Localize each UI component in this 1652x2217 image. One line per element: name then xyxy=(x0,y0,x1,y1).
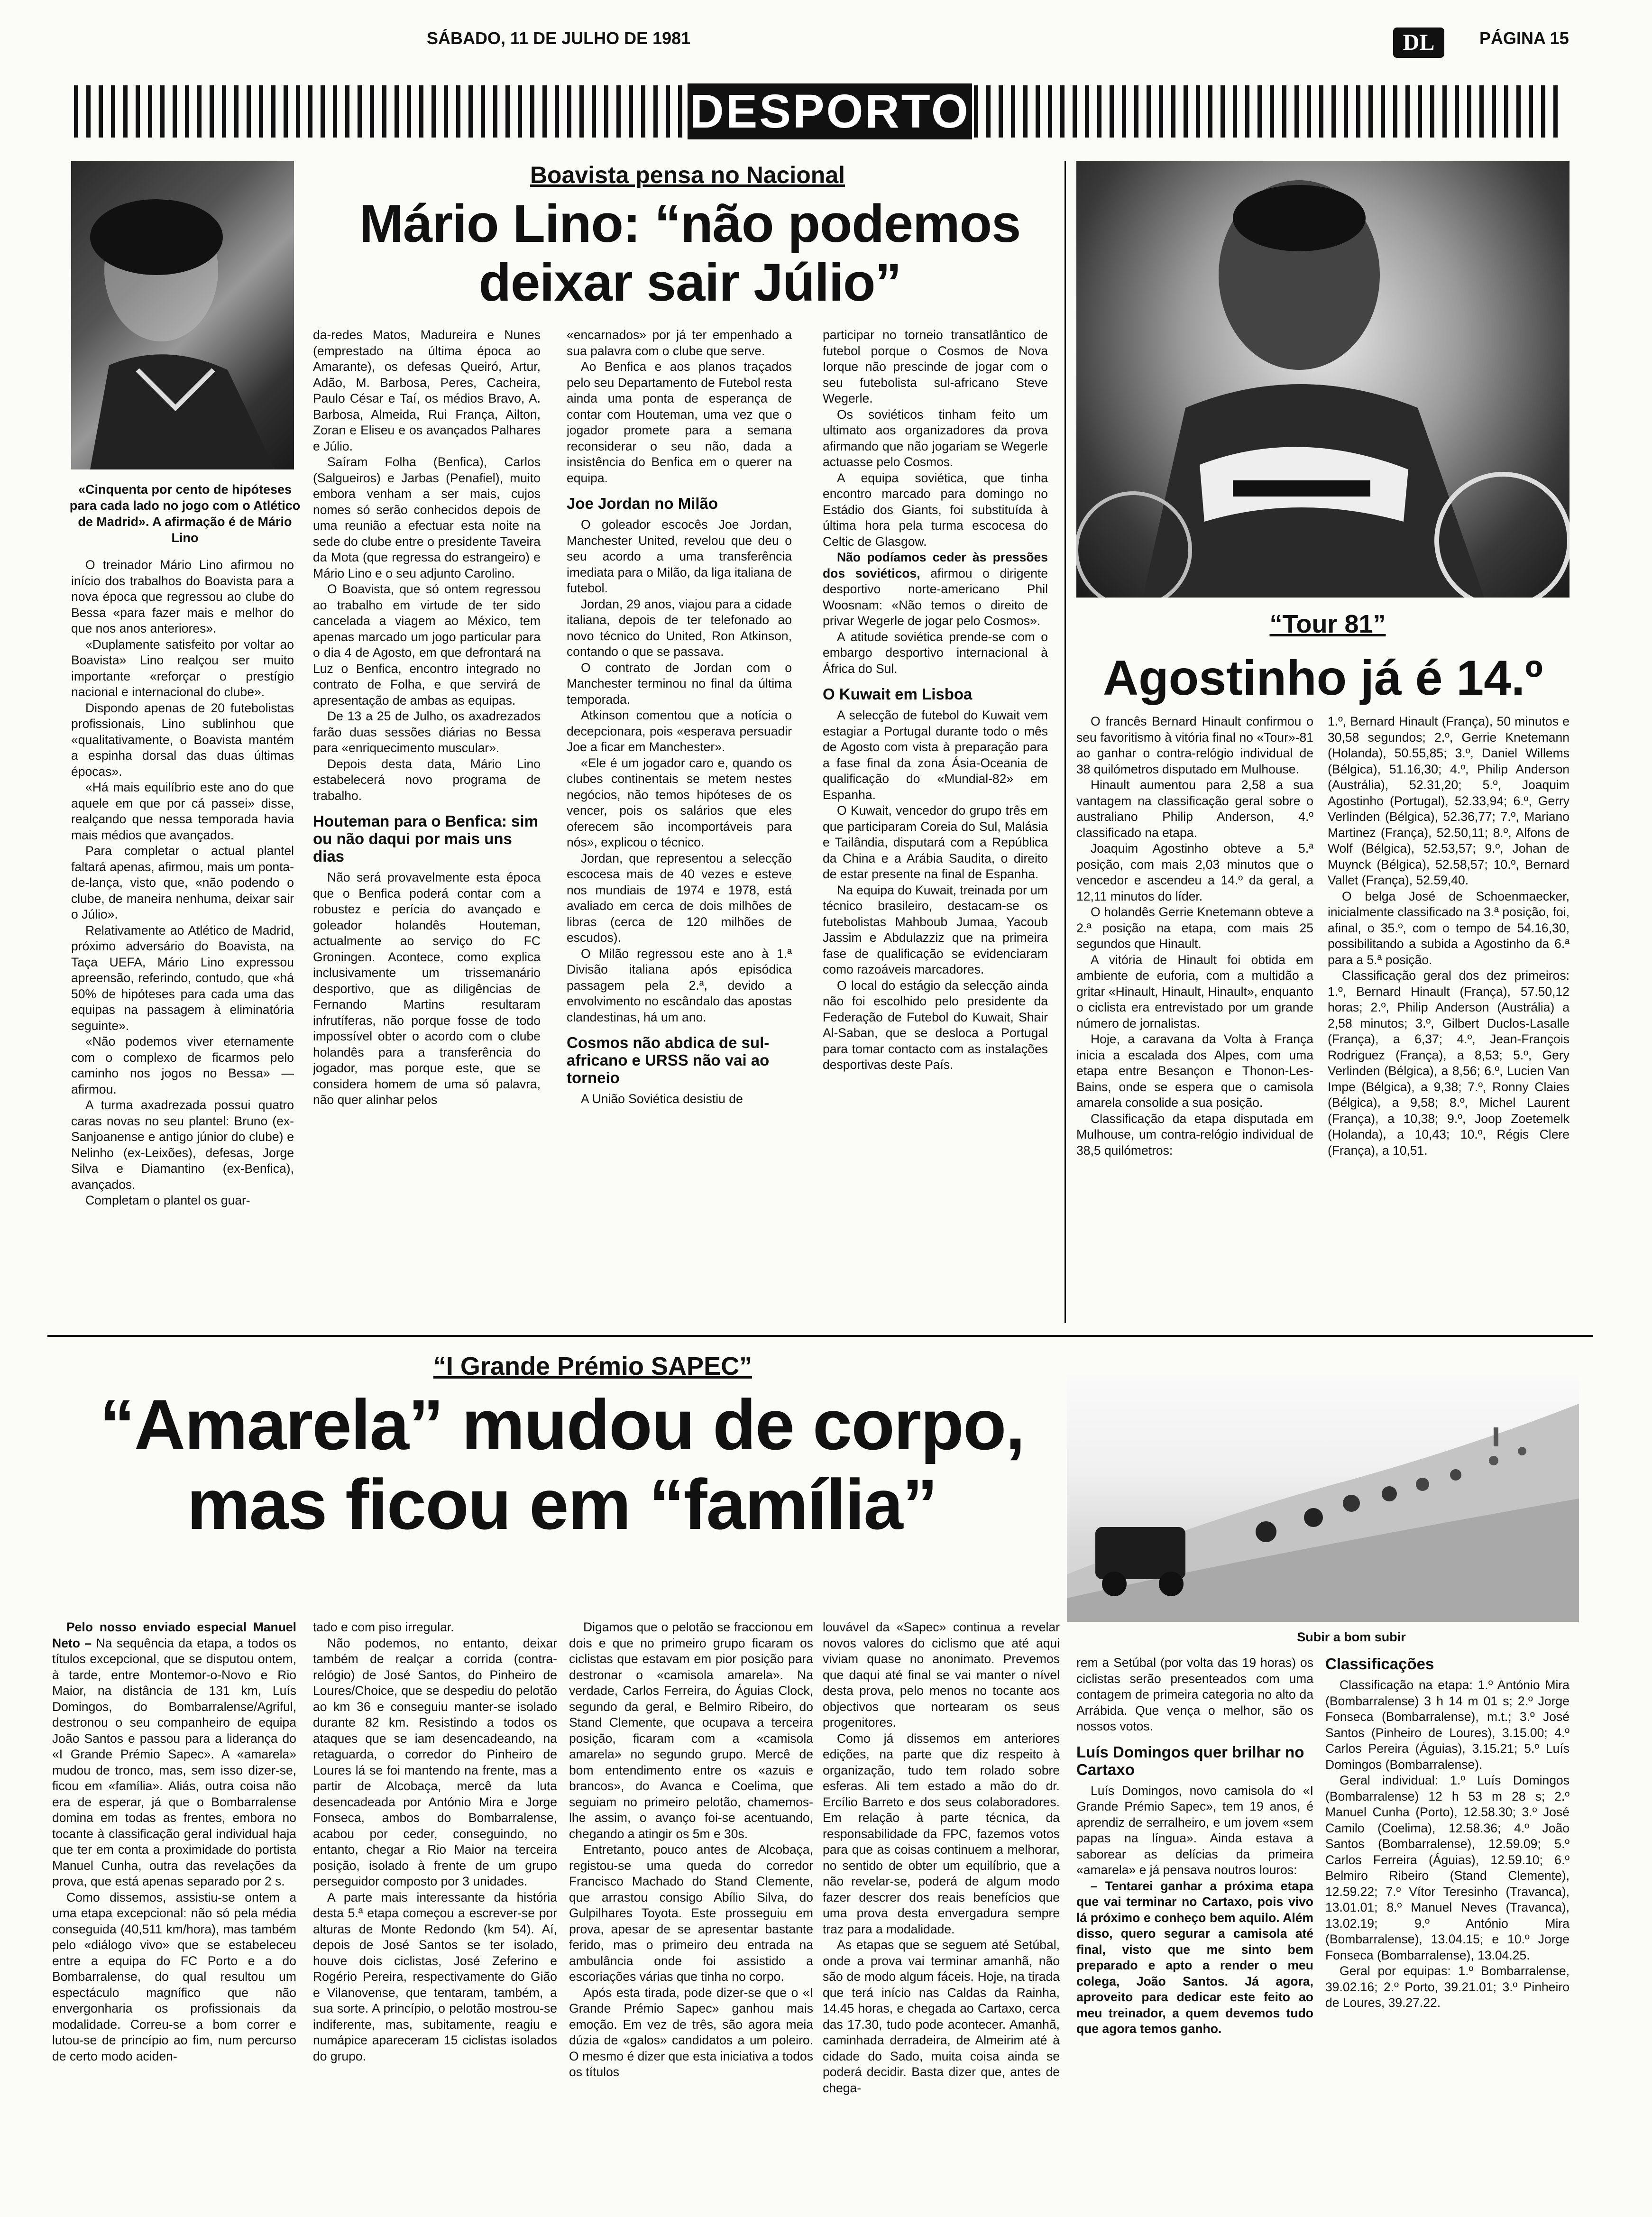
paragraph: O Kuwait, vencedor do grupo três em que participaram Coreia do Sul, Malásia e Tailândia, disputará com a República da China e a Arábia Saudita, o direito de estar presente na final de Espanha. xyxy=(823,803,1048,881)
paragraph: De 13 a 25 de Julho, os axadrezados farão duas sessões diárias no Bessa para «enriquecimento muscular». xyxy=(313,709,541,755)
paragraph: tado e com piso irregular. xyxy=(313,1620,454,1634)
paragraph: «Há mais equilíbrio este ano do que aquele em que por cá passei» disse, realçando que nessa temporada havia mais médios que avançados. xyxy=(71,780,294,842)
paragraph: Atkinson comentou que a notícia o decepcionara, pois «esperava persuadir Joe a ficar em Manchester». xyxy=(567,708,792,754)
section-banner xyxy=(71,81,1565,142)
paragraph: Entretanto, pouco antes de Alcobaça, registou-se uma queda do corredor Francisco Machado do Stand Clemente, que arrastou consigo Abílio Silva, do Gulpilhares Toyota. Este prosseguiu em prova, apesar de se apresentar bastante ferido, mas o primeiro deu entrada na ambulância onde foi assistido a escoriações várias que tinha no corpo. xyxy=(569,1842,813,1984)
paragraph: – Tentarei ganhar a próxima etapa que vai terminar no Cartaxo, pois vivo lá próximo e conheço bem aquilo. Além disso, quero segurar a camisola até final, visto que me sinto bem preparado e apto a render o meu colega, João Santos. Já agora, aproveito para dedicar este feito ao meu treinador, a quem devemos tudo que agora temos ganho. xyxy=(1076,1878,1313,2036)
lino-column-1 xyxy=(71,557,294,1323)
paragraph: «Não podemos viver eternamente com o complexo de ficarmos pelo caminho nos jogos no Bessa» — afirmou. xyxy=(71,1034,294,1096)
paragraph: «encarnados» por já ter empenhado a sua palavra com o clube que serve. xyxy=(567,328,792,358)
byline: Pelo nosso enviado especial Manuel Neto – xyxy=(52,1620,296,1650)
paragraph: O contrato de Jordan com o Manchester terminou no final da última temporada. xyxy=(567,660,792,707)
paragraph: Para completar o actual plantel faltará apenas, afirmou, mais um ponta-de-lança, visto que, «não podendo o clube, de maneira nenhuma, deixar sair o Júlio». xyxy=(71,844,294,921)
sapec-kicker: “I Grande Prémio SAPEC” xyxy=(433,1352,753,1380)
mario-lino-photo xyxy=(71,161,294,469)
paragraph: A equipa soviética, que tinha encontro marcado para domingo no Estádio dos Giants, foi substituída à última hora pela turma escocesa do Celtic de Glasgow. xyxy=(823,470,1048,549)
paragraph: Saíram Folha (Benfica), Carlos (Salgueiros) e Jarbas (Penafiel), muito embora venham a ser mais, cujos nomes só serão conhecidos depois de uma reunião a efectuar esta noite na sede do clube entre o presidente Taveira da Mota (que regressa do estrangeiro) e Mário Lino e o seu adjunto Carolino. xyxy=(313,455,541,580)
paragraph: Jordan, 29 anos, viajou para a cidade italiana, depois de ter telefonado ao novo técnico do United, Ron Atkinson, contando o que se passava. xyxy=(567,597,792,659)
cosmos-subhead: Cosmos não abdica de sul-africano e URSS não vai ao torneio xyxy=(567,1034,770,1086)
paragraph xyxy=(52,1619,296,1890)
paragraph: O goleador escocês Joe Jordan, Manchester United, revelou que deu o seu acordo a uma transferência imediata para o Milão, da liga italiana de futebol. xyxy=(567,517,792,595)
paragraph: A parte mais interessante da história desta 5.ª etapa começou a escrever-se por alturas de Monte Redondo (km 54). Aí, depois de José Santos se ter isolado, houve dois ciclistas, José Zeferino e Rogério Pereira, respectivamente do Gião e Vilanovense, que tentaram, também, a sua sorte. A princípio, o pelotão mostrou-se indiferente, mas, subitamente, reagiu e numápice apareceram 15 ciclistas isolados do grupo. xyxy=(313,1890,557,2063)
section-title: DESPORTO xyxy=(689,85,970,138)
lino-column-4 xyxy=(823,327,1048,1323)
jordan-subhead: Joe Jordan no Milão xyxy=(567,495,718,512)
tour-headline: Agostinho já é 14.º xyxy=(1103,651,1543,706)
paragraph: A turma axadrezada possui quatro caras novas no seu plantel: Bruno (ex-Sanjoanense e antigo júnior do clube) e Nelinho (ex-Leixões), defesas, Jorge Silva e Diamantino (ex-Benfica), avançados. xyxy=(71,1098,294,1192)
paragraph xyxy=(823,550,1048,629)
classificacoes-subhead: Classificações xyxy=(1325,1655,1434,1673)
issue-date: SÁBADO, 11 DE JULHO DE 1981 xyxy=(427,28,691,48)
cyclists-climb-photo xyxy=(1067,1375,1579,1622)
paragraph: Digamos que o pelotão se fraccionou em dois e que no primeiro grupo ficaram os ciclistas que estavam em pior posição para destronar o «camisola amarela». Na verdade, Carlos Ferreira, do Águias Clock, segundo da geral, e Belmiro Ribeiro, do Stand Clemente, que ocupava a terceira posição, ficaram com a «camisola amarela» no segundo grupo. Mercê de bom entendimento entre os «azuis e brancos», do Avanca e Coelima, que seguiam no primeiro pelotão, chamemos-lhe assim, o avanço foi-se acentuando, chegando a atingir os 5m e 30s. xyxy=(569,1620,813,1841)
sapec-column-3 xyxy=(569,1619,813,2193)
sapec-column-6 xyxy=(1325,1655,1569,2193)
paragraph: Relativamente ao Atlético de Madrid, próximo adversário do Boavista, na Taça UEFA, Mário Lino expressou apreensão, referindo, contudo, que «há 50% de hipóteses para cada uma das equipas na passagem à eliminatória seguinte». xyxy=(71,923,294,1033)
paragraph: Depois desta data, Mário Lino estabelecerá novo programa de trabalho. xyxy=(313,756,541,803)
paragraph: A selecção de futebol do Kuwait vem estagiar a Portugal durante todo o mês de Agosto com vista à preparação para a fase final da zona Ásia-Oceania de qualificação do «Mundial-82» em Espanha. xyxy=(823,708,1048,802)
lino-headline-line-1: Mário Lino: “não podemos xyxy=(359,194,1021,253)
paragraph: Completam o plantel os guar- xyxy=(85,1193,250,1207)
lead-text: Na sequência da etapa, a todos os títulos excepcional, que se disputou ontem, à tarde, entre Montemor-o-Novo e Rio Maior, na distância de 131 km, Luís Domingos, do Bombarralense/Agriful, destronou o seu companheiro de equipa João Santos e passou para a liderança do «I Grande Prémio Sapec». A «amarela» mudou de tronco, mas, sem isso dizer-se, ficou em «família». Aliás, outra coisa não era de esperar, já que o Bombarralense domina em todas as frentes, embora no tocante à classificação geral individual haja que ter em conta a proximidade do portista Manuel Cunha, outra das revelações da prova, que está apenas separado por 2 s. xyxy=(52,1636,296,1888)
sapec-headline-line-2: mas ficou em “família” xyxy=(187,1464,937,1544)
paragraph: «Ele é um jogador caro e, quando os clubes continentais se metem nestes negócios, não temos hipóteses de os vencer, pois os salários que eles oferecem são incomportáveis para nós», explicou o técnico. xyxy=(567,755,792,849)
paragraph: A vitória de Hinault foi obtida em ambiente de euforia, com a multidão a gritar «Hinault, Hinault, Hinault», enquanto o ciclista era entrevistado por um grande número de jornalistas. xyxy=(1076,952,1313,1030)
paragraph: O holandês Gerrie Knetemann obteve a 2.ª posição na etapa, com mais 25 segundos que Hinault. xyxy=(1076,905,1313,951)
paragraph: Após esta tirada, pode dizer-se que o «I Grande Prémio Sapec» ganhou mais emoção. Em vez de três, são agora meia dúzia de «galos» candidatos a um poleiro. O mesmo é dizer que esta iniciativa a todos os títulos xyxy=(569,1985,813,2079)
sapec-headline xyxy=(52,1385,1072,1544)
column-divider xyxy=(1065,161,1066,1323)
houteman-subhead: Houteman para o Benfica: sim ou não daqui por mais uns dias xyxy=(313,812,538,865)
paragraph: Os soviéticos tinham feito um ultimato aos organizadores da prova afirmando que não jogariam se Wegerle actuasse pelo Cosmos. xyxy=(823,407,1048,469)
sapec-column-4 xyxy=(823,1619,1060,2193)
paragraph: O treinador Mário Lino afirmou no início dos trabalhos do Boavista para a nova época que regressou ao clube do Bessa «para fazer mais e melhor do que nos anos anteriores». xyxy=(71,558,294,635)
tour-kicker: “Tour 81” xyxy=(1269,610,1386,638)
paragraph: participar no torneio transatlântico de futebol porque o Cosmos de Nova Iorque não prescinde de jogar com o seu futebolista sul-africano Steve Wegerle. xyxy=(823,328,1048,405)
paragraph: Classificação da etapa disputada em Mulhouse, um contra-relógio individual de 38,5 quilómetros: xyxy=(1076,1111,1313,1158)
section-divider xyxy=(47,1335,1593,1337)
paragraph: O Boavista, que só ontem regressou ao trabalho em virtude de ter sido cancelada a viagem ao México, tem apenas marcado um jogo particular para o dia 4 de Agosto, em que defrontará na Luz o Benfica, encontro integrado no contrato de Folha, e que servirá de apresentação de ambas as equipas. xyxy=(313,582,541,708)
paragraph: rem a Setúbal (por volta das 19 horas) os ciclistas serão presenteados com uma contagem de primeira categoria no alto da Arrábida. Que vença o melhor, são os nossos votos. xyxy=(1076,1656,1313,1733)
paragraph: Dispondo apenas de 20 futebolistas profissionais, Lino sublinhou que «qualitativamente, o Boavista mantém a espinha dorsal das duas últimas épocas». xyxy=(71,700,294,779)
page-number: PÁGINA 15 xyxy=(1479,28,1569,48)
quote-text: afirmou o dirigente desportivo norte-americano Phil Woosnam: «Não temos o direito de privar Wegerle de jogar pelo Cosmos». xyxy=(823,566,1048,628)
paragraph: Classificação geral dos dez primeiros: 1.º, Bernard Hinault (França), 57.50,12 horas; 2.º, Philip Anderson (Austrália) a 2,58 minutos; 3.º, Gilbert Duclos-Lasalle (França), a 6,37; 4.º, Jean-François Rodriguez (França), a 8,53; 5.º, Gery Verlinden (Bélgica), a 8,56; 6.º, Lucien Van Impe (Bélgica), a 9,38; 7.º, Ronny Claies (Bélgica), a 9,58; 8.º, Michel Laurent (França), a 10,38; 9.º, Joop Zoetemelk (Holanda), a 10,43; 10.º, Régis Clere (França), a 10,51. xyxy=(1328,968,1569,1158)
paragraph: louvável da «Sapec» continua a revelar novos valores do ciclismo que até aqui viviam quase no anonimato. Prevemos que daqui até final se vai manter o nível desta prova, pelo menos no tocante aos objectivos que nortearam os seus progenitores. xyxy=(823,1620,1060,1729)
paragraph: Jordan, que representou a selecção escocesa mais de 40 vezes e esteve nos mundiais de 1974 e 1978, está avaliado em cerca de dois milhões de libras (cerca de 120 milhões de escudos). xyxy=(567,851,792,945)
mario-lino-photo-caption: «Cinquenta por cento de hipóteses para cada lado no jogo com o Atlético de Madrid». A afirmação é de Mário Lino xyxy=(69,482,301,545)
lino-column-3 xyxy=(567,327,792,1323)
paragraph: O francês Bernard Hinault confirmou o seu favoritismo à vitória final no «Tour»-81 ao ganhar o contra-relógio individual de 38 quilómetros disputado em Mulhouse. xyxy=(1076,714,1313,776)
sapec-column-2 xyxy=(313,1619,557,2193)
bold-lead: Não podíamos ceder às pressões dos soviéticos, xyxy=(823,550,1048,580)
paragraph: A União Soviética desistiu de xyxy=(581,1092,743,1106)
paragraph: Luís Domingos, novo camisola do «I Grande Prémio Sapec», tem 19 anos, é aprendiz de serralheiro, e um jovem «sem papas na língua». Ainda estava a saborear as delícias da primeira «amarela» e já pensava noutros louros: xyxy=(1076,1783,1313,1877)
newspaper-logo: DL xyxy=(1393,28,1444,58)
paragraph: Hoje, a caravana da Volta à França inicia a escalada dos Alpes, com uma etapa entre Besançon e Thonon-Les-Bains, onde se espera que o camisola amarela consolide a sua posição. xyxy=(1076,1032,1313,1110)
paragraph: Hinault aumentou para 2,58 a sua vantagem na classificação geral sobre o australiano Philip Anderson, 4.º classificado na etapa. xyxy=(1076,778,1313,840)
paragraph: 1.º, Bernard Hinault (França), 50 minutos e 30,58 segundos; 2.º, Gerrie Knetemann (Holanda), 50.55,85; 3.º, Daniel Willems (Bélgica), 51.16,30; 4.º, Philip Anderson (Austrália), 52.31,20; 5.º, Joaquim Agostinho (Portugal), 52.33,94; 6.º, Gerry Verlinden (Bélgica), 52.36,77; 7.º, Mariano Martinez (França), 52.50,11; 8.º, Alfons de Wolf (Bélgica), 52.53,57; 9.º, Johan de Muynck (Bélgica), 52.58,57; 10.º, Bernard Vallet (França), 52.59,40. xyxy=(1328,714,1569,887)
paragraph: Classificação na etapa: 1.º António Mira (Bombarralense) 3 h 14 m 01 s; 2.º Jorge Fonseca (Bombarralense), m.t.; 3.º José Santos (Pinheiro de Loures), 3.15.00; 4.º Carlos Pereira (Águias), 3.15.21; 5.º Luís Domingos (Bombarralense). xyxy=(1325,1678,1569,1772)
paragraph: da-redes Matos, Madureira e Nunes (emprestado na última época ao Amarante), os defesas Queiró, Artur, Adão, M. Barbosa, Peres, Cacheira, Paulo César e Taí, os médios Bravo, A. Barbosa, Almeida, Rui França, Ailton, Zoran e Eliseu e os avançados Palhares e Júlio. xyxy=(313,328,541,453)
paragraph: Geral por equipas: 1.º Bombarralense, 39.02.16; 2.º Porto, 39.21.01; 3.º Pinheiro de Loures, 39.27.22. xyxy=(1325,1964,1569,2010)
lino-headline-line-2: deixar sair Júlio” xyxy=(478,253,901,312)
paragraph: Como já dissemos em anteriores edições, na parte que diz respeito à organização, tudo tem rolado sobre esferas. Ali tem estado a mão do dr. Ercílio Barreto e dos seus colaboradores. Em relação à parte técnica, da responsabilidade da FPC, fazemos votos para que as coisas continuem a melhorar, no sentido de obter um equilíbrio, que a não revelar-se, poderá de algum modo fazer descrer dos reais benefícios que uma prova desta envergadura sempre traz para a modalidade. xyxy=(823,1731,1060,1936)
paragraph: As etapas que se seguem até Setúbal, onde a prova vai terminar amanhã, não são de modo algum fáceis. Hoje, na tirada que terá início nas Caldas da Rainha, 14.45 horas, e chegada ao Cartaxo, cerca das 17.30, tudo pode acontecer. Amanhã, caminhada derradeira, de Almeirim até à cidade do Sado, muita coisa ainda se poderá decidir. Basta dizer que, antes de chega- xyxy=(823,1938,1060,2095)
lino-headline xyxy=(303,194,1076,312)
paragraph: Não será provavelmente esta época que o Benfica poderá contar com a robustez e perícia do avançado e goleador holandês Houteman, actualmente ao serviço do FC Groningen. Acontece, como explica inclusivamente um trissemanário desportivo, que as diligências de Fernando Martins resultaram infrutíferas, não porque fosse de todo impossível obter o acordo com o clube holandês para a transferência do jogador, mas porque este, que se considera homem de uma só palavra, não quer alinhar pelos xyxy=(313,870,541,1107)
paragraph: «Duplamente satisfeito por voltar ao Boavista» Lino realçou ser muito importante «reforçar o prestígio nacional e internacional do clube». xyxy=(71,637,294,699)
sapec-headline-line-1: “Amarela” mudou de corpo, xyxy=(99,1385,1025,1464)
sapec-column-1 xyxy=(52,1619,296,2193)
tour-column-2 xyxy=(1328,714,1569,1325)
cyclist-photo xyxy=(1076,161,1569,598)
sapec-column-5 xyxy=(1076,1655,1313,2193)
paragraph: A atitude soviética prende-se com o embargo desportivo internacional à África do Sul. xyxy=(823,629,1048,676)
lino-kicker: Boavista pensa no Nacional xyxy=(530,162,845,188)
tour-column-1 xyxy=(1076,714,1313,1325)
paragraph: O local do estágio da selecção ainda não foi escolhido pelo presidente da Federação de Futebol do Kuwait, Shair Al-Saban, que se desloca a Portugal para tomar contacto com as instalações desportivas deste País. xyxy=(823,978,1048,1072)
lino-column-2 xyxy=(313,327,541,1323)
paragraph: Não podemos, no entanto, deixar também de realçar a corrida (contra-relógio) de José Santos, do Pinheiro de Loures/Choice, que se despediu do pelotão ao km 36 e conseguiu manter-se isolado durante 82 km. Resistindo a todos os ataques que se iam desencadeando, na retaguarda, o corredor do Pinheiro de Loures lá se foi mantendo na frente, mas a partir de Alcobaça, mercê da luta desencadeada por António Mira e Jorge Fonseca, ambos do Bombarralense, acabou por ceder, conseguindo, no entanto, chegar a Rio Maior na terceira posição, isolado à frente de um grupo perseguidor composto por 3 unidades. xyxy=(313,1636,557,1888)
domingos-subhead: Luís Domingos quer brilhar no Cartaxo xyxy=(1076,1743,1304,1778)
climb-photo-caption: Subir a bom subir xyxy=(1297,1630,1406,1644)
paragraph: Na equipa do Kuwait, treinada por um técnico brasileiro, destacam-se os futebolistas Mahboub Jumaa, Yacoub Jassim e Abdulazziz que na primeira fase de qualificação se evidenciaram como razoáveis marcadores. xyxy=(823,883,1048,976)
paragraph: Geral individual: 1.º Luís Domingos (Bombarralense) 12 h 53 m 28 s; 2.º Manuel Cunha (Porto), 12.58.30; 3.º José Camilo (Coelima), 12.58.36; 4.º João Santos (Bombarralense), 12.59.09; 5.º Carlos Ferreira (Águias), 12.59.10; 6.º Belmiro Ribeiro (Stand Clemente), 12.59.22; 7.º Vítor Teresinho (Travanca), 13.01.01; 8.º Manuel Neves (Travanca), 13.02.19; 9.º António Mira (Bombarralense), 13.04.15; e 10.º Jorge Fonseca (Bombarralense), 13.04.25. xyxy=(1325,1773,1569,1962)
paragraph: Joaquim Agostinho obteve a 5.ª posição, com mais 2,03 minutos que o vencedor e ascendeu a 14.º da geral, a 12,11 minutos do líder. xyxy=(1076,841,1313,903)
paragraph: O belga José de Schoenmaecker, inicialmente classificado na 3.ª posição, foi, afinal, o 35.º, com o tempo de 54.16,30, possibilitando a subida a Agostinho da 6.ª para a 5.ª posição. xyxy=(1328,889,1569,967)
paragraph: O Milão regressou este ano à 1.ª Divisão italiana após episódica passagem pela 2.ª, devido a envolvimento no escândalo das apostas clandestinas, há um ano. xyxy=(567,946,792,1024)
kuwait-subhead: O Kuwait em Lisboa xyxy=(823,685,973,703)
paragraph: Como dissemos, assistiu-se ontem a uma etapa excepcional: não só pela média conseguida (40,511 km/hora), mas também pelo «diálogo vivo» que se estabeleceu entre a equipa do FC Porto e a do Bombarralense, do qual resultou um espectáculo magnífico que não envergonharia os profissionais da modalidade. Correu-se a bom correr e lutou-se de princípio ao fim, num percurso de certo modo aciden- xyxy=(52,1890,296,2063)
paragraph: Ao Benfica e aos planos traçados pelo seu Departamento de Futebol resta ainda uma ponta de esperança de contar com Houteman, uma vez que o jogador promete para a semana reconsiderar o seu não, dada a insistência do Benfica em o querer na equipa. xyxy=(567,359,792,485)
